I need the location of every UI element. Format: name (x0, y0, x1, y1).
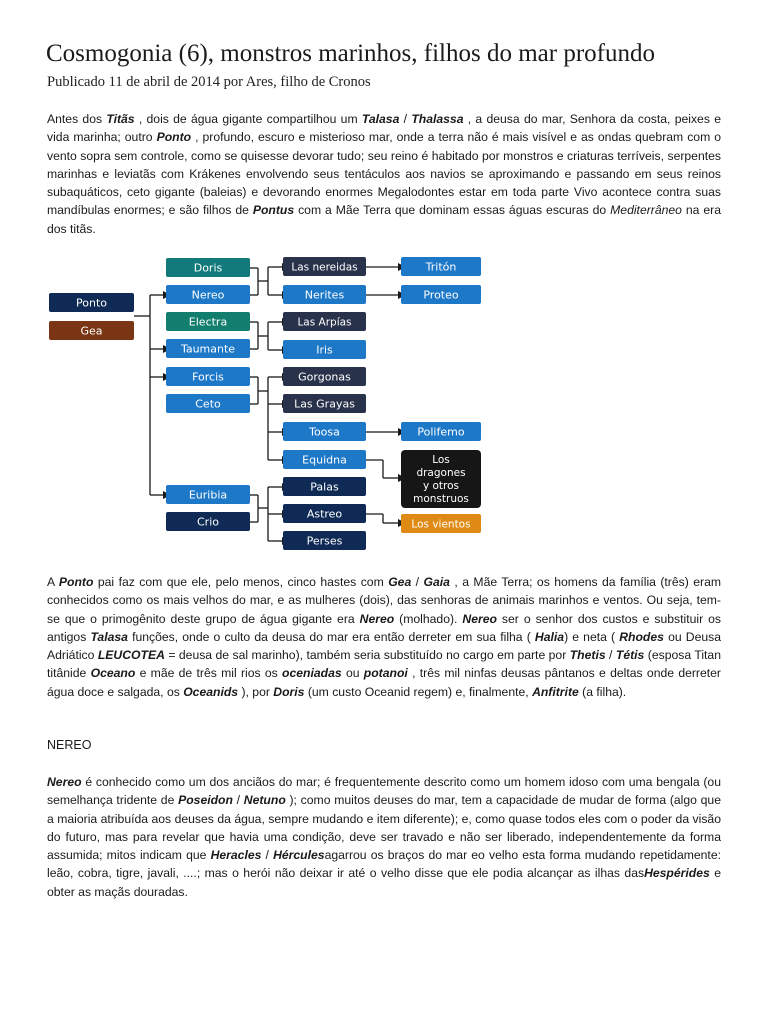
text-run: pai faz com que ele, pelo menos, cinco hastes com (93, 575, 389, 589)
text-run: , a Mãe Terra; os homens da família (três) eram conhecidos como os mais velhos do mar, e as mulheres (dois), das senhoras de animais marinhos e ventos. Ou seja, tem-se que o primogênito deste grupo de água gigante era (47, 575, 721, 626)
body-paragraph-2 (47, 573, 721, 701)
node-perses (283, 531, 366, 550)
node-dragones (401, 450, 481, 508)
node-label: Tritón (425, 260, 457, 274)
emphasized-term: Ponto (156, 130, 192, 145)
emphasized-term: Tétis (615, 648, 645, 663)
text-run: / (232, 793, 244, 808)
node-taumante (166, 339, 250, 358)
node-label-line2: dragones (416, 467, 466, 479)
node-iris (283, 340, 366, 359)
text-run: Antes dos (47, 112, 107, 126)
italic-term: Mediterrâneo (610, 203, 682, 218)
node-astreo (283, 504, 366, 523)
node-label: Ponto (76, 296, 107, 310)
emphasized-term: Oceano (90, 666, 136, 681)
node-label: Taumante (180, 342, 236, 356)
emphasized-term: Gaia (423, 575, 450, 589)
node-forcis (166, 367, 250, 386)
node-label: Ceto (195, 397, 221, 411)
node-polifemo (401, 422, 481, 441)
text-run: e obter as maçãs douradas. (47, 866, 722, 899)
text-run: ), por (238, 684, 274, 699)
node-nerites (283, 285, 366, 304)
node-label: Euribia (188, 488, 228, 502)
emphasized-term: Thalassa (411, 112, 464, 126)
node-euribia (166, 485, 250, 504)
emphasized-term: Hércules (273, 848, 325, 863)
node-palas (283, 477, 366, 496)
emphasized-term: Hespérides (644, 866, 710, 881)
emphasized-term: oceniadas (282, 666, 342, 681)
node-triton (401, 257, 481, 276)
node-vientos (401, 514, 481, 533)
emphasized-term: Rhodes (619, 629, 664, 644)
text-run: , a deusa do mar, Senhora da costa, peixes e vida marinha; outro (47, 112, 721, 145)
text-run: agarrou os braços do mar eo velho esta forma mudando repetidamente: leão, cobra, tigre, javali, ....; mas o herói não deixar ir até o velho disse que ele podia alcançar as ilhas das (47, 848, 721, 881)
node-label-line1: Los (432, 454, 450, 466)
node-equidna (283, 450, 366, 469)
node-label: Crio (197, 515, 219, 529)
text-run: = deusa de sal marinho), também seria substituído no cargo em parte por (164, 648, 570, 663)
node-label: Iris (316, 343, 333, 357)
text-run: A (47, 575, 59, 589)
node-toosa (283, 422, 366, 441)
text-run: , profundo, escuro e misterioso mar, onde a terra não é mais visível e as ondas quebram com o vento sopra sem controle, como se quisesse devorar tudo; seu reino é habitado por monstros e criaturas terríveis, serpentes marinhas e leviatãs com Krákenes envolvendo seus tentáculos aos navios se aproximando e passando em seus reinos subaquáticos, ceto gigante (baleias) e devorando enormes Megalodontes estar em toda parte Vivo acontece contra suas mandíbulas enormes; e são filhos de (47, 130, 721, 218)
node-proteo (401, 285, 481, 304)
text-run: com a Mãe Terra que dominam essas águas escuras do (294, 203, 611, 218)
text-run: / (261, 848, 274, 863)
emphasized-term: Nereo (462, 611, 497, 626)
node-label: Nerites (304, 288, 345, 302)
node-grayas (283, 394, 366, 413)
text-run: (um custo Oceanid regem) e, finalmente, (304, 684, 533, 699)
node-gea (49, 321, 134, 340)
node-label: Astreo (306, 507, 343, 521)
node-label: Las Grayas (294, 397, 355, 411)
emphasized-term: Ponto (58, 575, 94, 589)
text-run: ) e neta ( (564, 629, 620, 644)
emphasized-term: Oceanids (183, 684, 239, 699)
text-run: / (411, 575, 424, 589)
node-gorgonas (283, 367, 366, 386)
text-run: é conhecido como um dos anciãos do mar; é frequentemente descrito como um homem idoso com uma bengala (ou semelhança tridente de (47, 775, 721, 808)
emphasized-term: Anfitrite (532, 684, 579, 699)
node-label: Forcis (192, 370, 224, 384)
emphasized-term: LEUCOTEA (97, 648, 165, 663)
section-heading: NEREO (47, 738, 92, 752)
emphasized-term: Pontus (252, 203, 295, 218)
node-label: Equidna (302, 453, 347, 467)
node-crio (166, 512, 250, 531)
byline: Publicado 11 de abril de 2014 por Ares, filho de Cronos (47, 74, 371, 90)
node-label: Proteo (423, 288, 459, 302)
text-run: funções, onde o culto da deusa do mar era então derreter em sua filha ( (127, 629, 535, 644)
emphasized-term: Nereo (359, 611, 395, 626)
node-label: Los vientos (411, 518, 471, 531)
node-label: Palas (310, 480, 339, 494)
emphasized-term: Heracles (210, 848, 262, 863)
emphasized-term: potanoi (363, 666, 408, 681)
text-run: ser o senhor dos custos e substituir os antigos (47, 611, 722, 644)
text-run: / (605, 648, 616, 663)
emphasized-term: Netuno (243, 793, 286, 808)
emphasized-term: Talasa (90, 629, 128, 644)
text-run: ou Deusa Adriático (47, 629, 721, 663)
page-title: Cosmogonia (6), monstros marinhos, filhos do mar profundo (46, 40, 655, 67)
emphasized-term: Nereo (47, 775, 82, 789)
node-label: Polifemo (417, 425, 465, 439)
node-ceto (166, 394, 250, 413)
node-label: Las Arpías (297, 316, 352, 329)
node-label-line3: y otros (422, 480, 460, 492)
text-run: (a filha). (578, 684, 627, 699)
node-label: Las nereidas (291, 261, 358, 274)
node-doris (166, 258, 250, 277)
node-arpias (283, 312, 366, 331)
node-label: Toosa (309, 425, 340, 439)
emphasized-term: Gea (388, 575, 412, 589)
text-run: (molhado). (394, 611, 463, 626)
emphasized-term: Titãs (106, 112, 135, 126)
text-run: , dois de água gigante compartilhou um (134, 112, 362, 126)
text-run: ); como muitos deuses do mar, tem a capacidade de mudar de forma (algo que a maioria atribuída aos deuses da água, sempre mudando e item diferente); e, como quase todos eles com o poder da visão do futuro, mas para revelar que havia uma condição, deve ser travado e não ser liberado, independentemente da forma assumida; mitos indicam que (47, 793, 721, 863)
node-label: Electra (188, 315, 228, 329)
node-nereidas (283, 257, 366, 276)
text-run: na era dos titãs. (47, 203, 721, 236)
text-run: / (399, 112, 412, 126)
node-label: Perses (306, 534, 343, 548)
node-label: Gorgonas (298, 370, 351, 384)
node-ponto (49, 293, 134, 312)
node-label-line4: monstruos (413, 493, 469, 505)
node-label: Doris (193, 261, 223, 275)
text-run: ou (341, 666, 364, 681)
emphasized-term: Talasa (361, 112, 400, 126)
text-run: , três mil ninfas deusas pântanos e deltas onde derreter água doce e salgada, os (47, 666, 721, 699)
emphasized-term: Halia (534, 629, 565, 644)
text-run: e mãe de três mil rios os (135, 666, 283, 681)
emphasized-term: Thetis (569, 648, 606, 663)
emphasized-term: Doris (273, 684, 305, 699)
node-electra (166, 312, 250, 331)
node-nereo (166, 285, 250, 304)
text-run: (esposa Titan titânide (47, 648, 721, 681)
body-paragraph-3 (47, 773, 721, 901)
emphasized-term: Poseidon (178, 793, 233, 808)
node-label: Gea (80, 324, 103, 338)
node-label: Nereo (191, 288, 225, 302)
